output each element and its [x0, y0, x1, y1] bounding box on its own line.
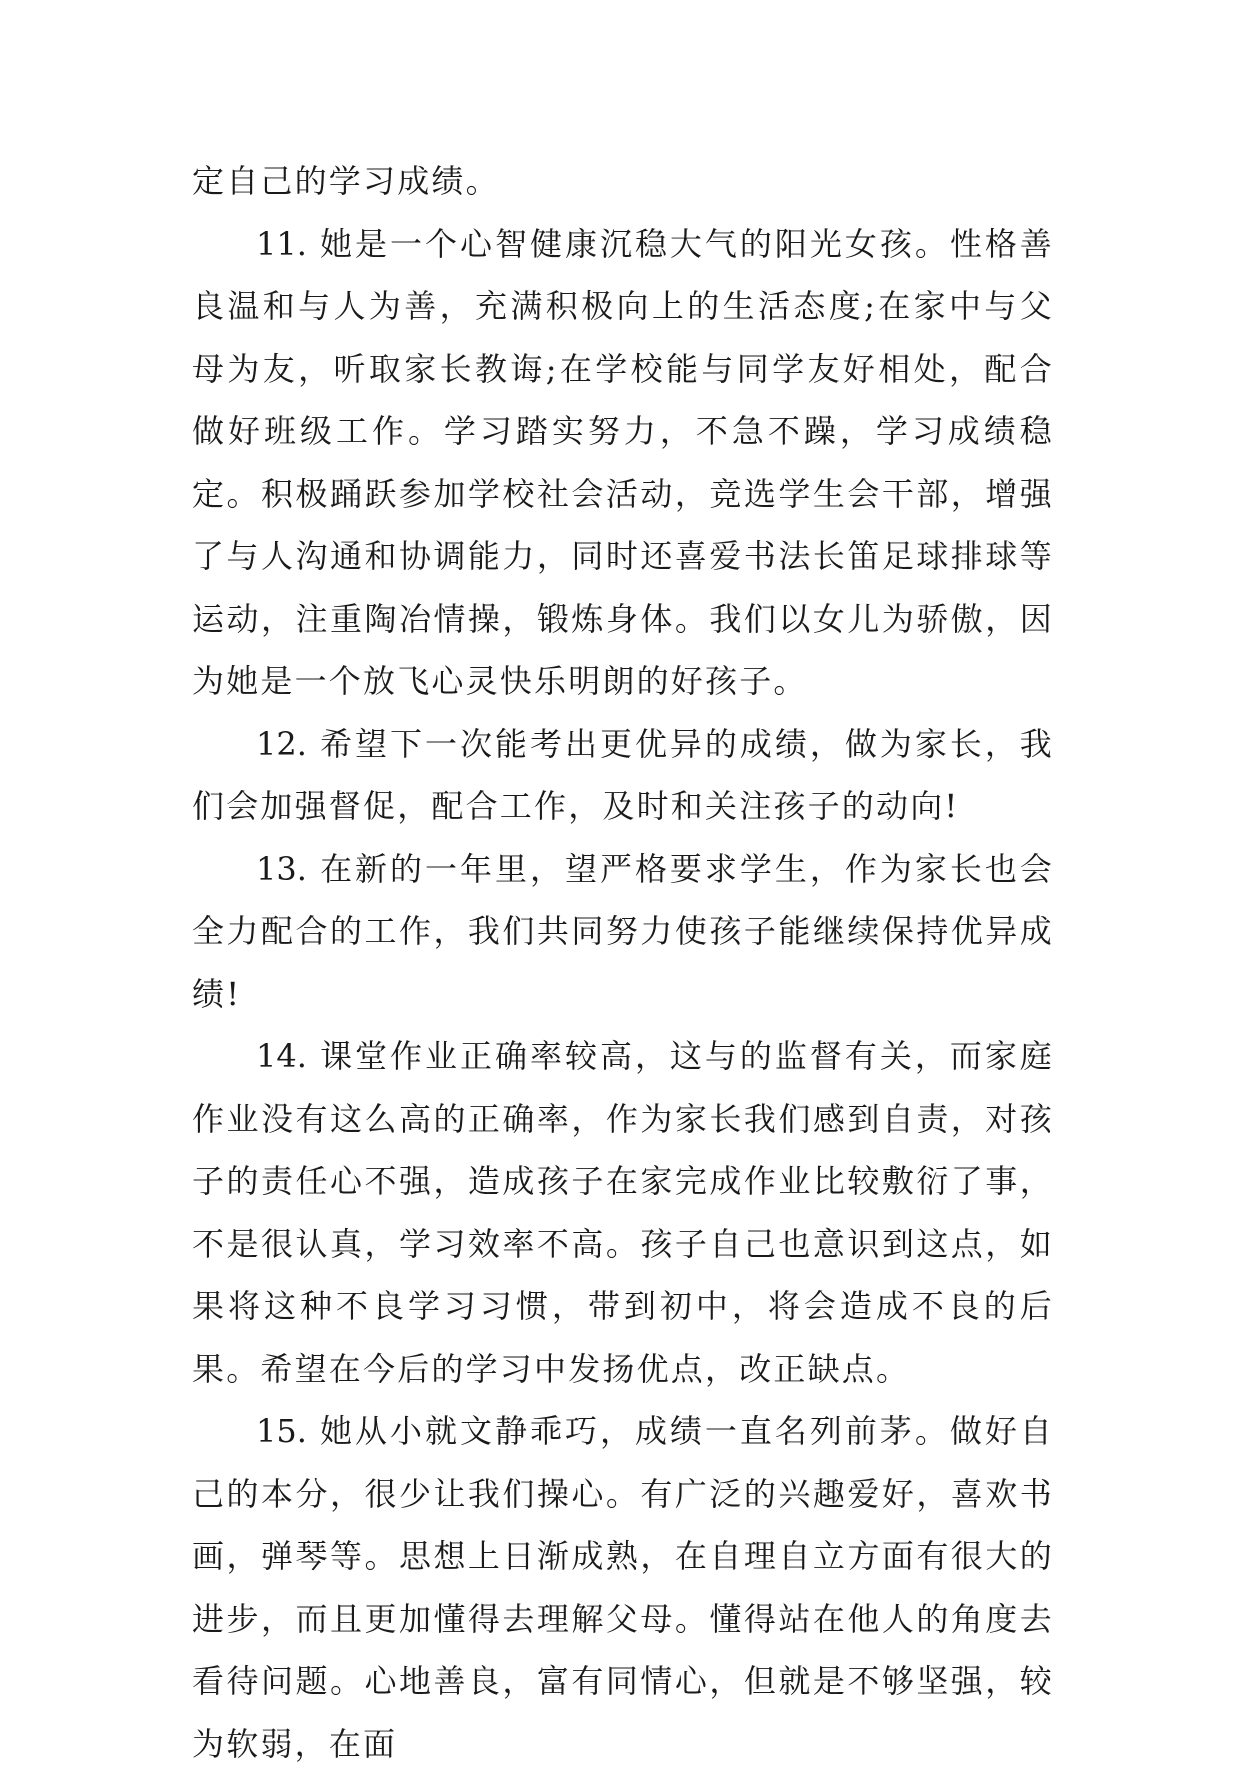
document-body	[192, 150, 1054, 1775]
paragraph-13	[192, 838, 1054, 1026]
paragraph-text: 她从小就文静乖巧，成绩一直名列前茅。做好自己的本分，很少让我们操心。有广泛的兴趣爱好，喜欢书画，弹琴等。思想上日渐成熟，在自理自立方面有很大的进步，而且更加懂得去理解父母。懂得站在他人的角度去看待问题。心地善良，富有同情心，但就是不够坚强，较为软弱，在面	[192, 1412, 1055, 1763]
paragraph-15	[192, 1400, 1054, 1775]
paragraph-12	[192, 713, 1054, 838]
paragraph-number: 11.	[256, 224, 307, 263]
paragraph-text: 在新的一年里，望严格要求学生，作为家长也会全力配合的工作，我们共同努力使孩子能继续保持优异成绩!	[192, 849, 1055, 1013]
paragraph-14	[192, 1025, 1054, 1400]
paragraph-number: 15.	[256, 1412, 307, 1450]
paragraph-number: 14.	[256, 1037, 307, 1075]
paragraph-text: 她是一个心智健康沉稳大气的阳光女孩。性格善良温和与人为善，充满积极向上的生活态度;在家中与父母为友，听取家长教诲;在学校能与同学友好相处，配合做好班级工作。学习踏实努力，不急不躁，学习成绩稳定。积极踊跃参加学校社会活动，竞选学生会干部，增强了与人沟通和协调能力，同时还喜爱书法长笛足球排球等运动，注重陶冶情操，锻炼身体。我们以女儿为骄傲，因为她是一个放飞心灵快乐明朗的好孩子。	[192, 224, 1055, 700]
paragraph-11	[192, 213, 1054, 713]
paragraph-text: 课堂作业正确率较高，这与的监督有关，而家庭作业没有这么高的正确率，作为家长我们感到自责，对孩子的责任心不强，造成孩子在家完成作业比较敷衍了事，不是很认真，学习效率不高。孩子自己也意识到这点，如果将这种不良学习习惯，带到初中，将会造成不良的后果。希望在今后的学习中发扬优点，改正缺点。	[192, 1037, 1055, 1388]
paragraph-text: 希望下一次能考出更优异的成绩，做为家长，我们会加强督促，配合工作，及时和关注孩子的动向!	[192, 724, 1055, 825]
paragraph-number: 13.	[256, 849, 307, 888]
paragraph-continuation	[192, 150, 1054, 213]
paragraph-number: 12.	[256, 724, 307, 763]
paragraph-text: 定自己的学习成绩。	[192, 162, 500, 200]
